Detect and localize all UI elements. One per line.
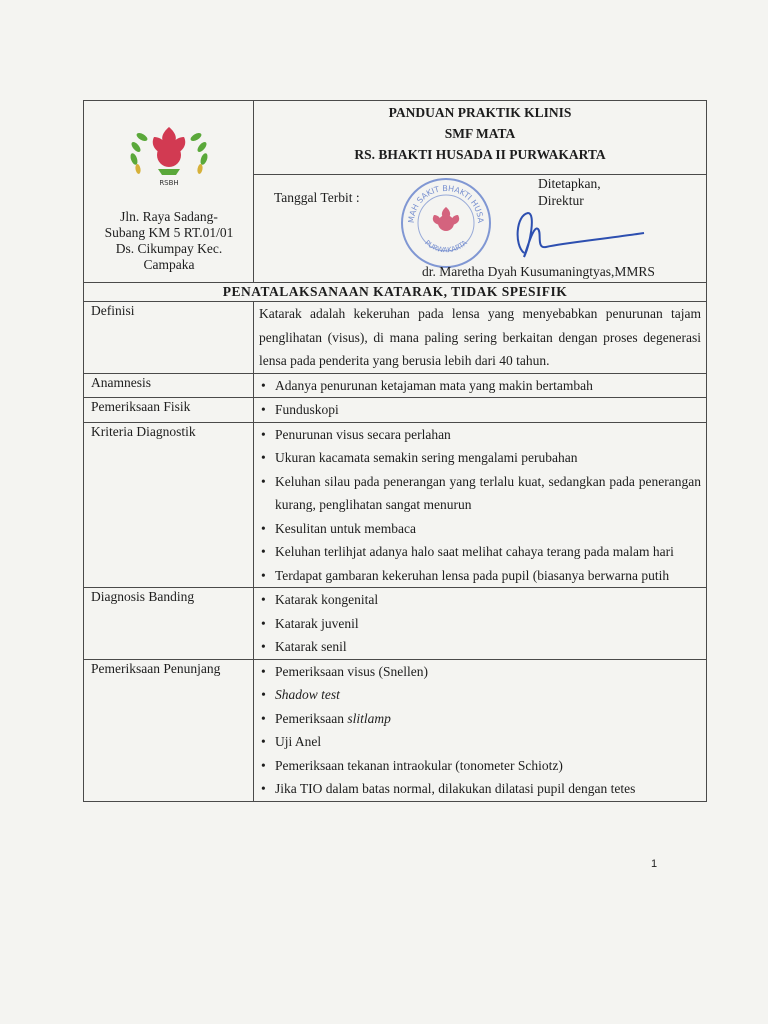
address-line: Jln. Raya Sadang- — [120, 209, 218, 224]
address-line: Subang KM 5 RT.01/01 — [104, 225, 234, 240]
list-item: • Uji Anel — [259, 730, 701, 754]
row-label: Diagnosis Banding — [84, 588, 254, 660]
row-label: Kriteria Diagnostik — [84, 422, 254, 588]
title-line: PANDUAN PRAKTIK KLINIS — [388, 105, 572, 120]
signature-area — [254, 175, 706, 282]
hospital-stamp — [396, 171, 496, 271]
kriteria-content — [254, 422, 707, 588]
svg-text:RUMAH SAKIT BHAKTI HUSADA: MAH SAKIT BHAKTI HUSA — [406, 183, 486, 224]
list-item: • Shadow test — [259, 683, 701, 707]
hospital-logo — [124, 119, 214, 191]
anamnesis-content — [254, 373, 707, 398]
row-penunjang — [84, 659, 707, 801]
list-item — [259, 707, 701, 731]
direktur-label: Direktur — [538, 193, 584, 208]
row-label: Pemeriksaan Penunjang — [84, 659, 254, 801]
document-title — [254, 101, 706, 175]
address-line: Campaka — [143, 257, 195, 272]
list-item: • Jika TIO dalam batas normal, dilakukan dilatasi pupil dengan tetes — [259, 777, 701, 801]
banding-content — [254, 588, 707, 660]
title-cell — [254, 101, 707, 283]
approval-block — [538, 175, 601, 209]
penunjang-content — [254, 659, 707, 801]
definisi-text: Katarak adalah kekeruhan pada lensa yang menyebabkan penurunan tajam penglihatan (visus), di mana paling sering berkaitan dengan proses degenerasi lensa pada penderita yang berusia lebih dari 40 tahun. — [254, 302, 707, 374]
list-item: • Keluhan terlihjat adanya halo saat melihat cahaya terang pada malam hari — [259, 540, 701, 564]
row-banding — [84, 588, 707, 660]
row-label: Pemeriksaan Fisik — [84, 398, 254, 423]
document — [83, 100, 706, 802]
list-item-italic: slitlamp — [347, 710, 391, 726]
header-row — [84, 101, 707, 283]
title-line: SMF MATA — [444, 126, 516, 141]
list-item: • Terdapat gambaran kekeruhan lensa pada pupil (biasanya berwarna putih — [259, 564, 701, 588]
row-definisi — [84, 302, 707, 374]
director-signature — [494, 205, 654, 265]
ditetapkan-label: Ditetapkan, — [538, 176, 601, 191]
list-item: • Katarak kongenital — [259, 588, 701, 612]
logo-cell — [84, 101, 254, 283]
title-line: RS. BHAKTI HUSADA II PURWAKARTA — [354, 147, 606, 162]
tanggal-terbit-label: Tanggal Terbit : — [274, 190, 360, 205]
row-kriteria — [84, 422, 707, 588]
list-item: • Ukuran kacamata semakin sering mengalami perubahan — [259, 446, 701, 470]
main-title-row — [84, 283, 707, 302]
row-anamnesis — [84, 373, 707, 398]
list-item: • Pemeriksaan visus (Snellen) — [259, 660, 701, 684]
row-label: Anamnesis — [84, 373, 254, 398]
list-item: • Keluhan silau pada penerangan yang terlalu kuat, sedangkan pada penerangan kurang, penglihatan sangat menurun — [259, 470, 701, 517]
page-number: 1 — [651, 858, 658, 870]
list-item: • Adanya penurunan ketajaman mata yang makin bertambah — [259, 374, 701, 398]
row-pemeriksaan-fisik — [84, 398, 707, 423]
svg-text:RSBH: RSBH — [159, 179, 179, 187]
list-item: • Funduskopi — [259, 398, 701, 422]
row-label: Definisi — [84, 302, 254, 374]
address-line: Ds. Cikumpay Kec. — [115, 241, 223, 256]
main-title: PENATALAKSANAAN KATARAK, TIDAK SPESIFIK — [84, 283, 707, 302]
svg-text:PURWAKARTA: PURWAKARTA — [423, 238, 469, 255]
fisik-content — [254, 398, 707, 423]
ppk-table — [83, 100, 707, 802]
list-item: • Katarak senil — [259, 635, 701, 659]
list-item: • Pemeriksaan tekanan intraokular (tonometer Schiotz) — [259, 754, 701, 778]
list-item: • Katarak juvenil — [259, 612, 701, 636]
list-item: • Penurunan visus secara perlahan — [259, 423, 701, 447]
director-name: dr. Maretha Dyah Kusumaningtyas,MMRS — [422, 264, 655, 279]
hospital-address — [84, 209, 254, 273]
list-item-text: Pemeriksaan — [275, 710, 344, 726]
list-item: • Kesulitan untuk membaca — [259, 517, 701, 541]
